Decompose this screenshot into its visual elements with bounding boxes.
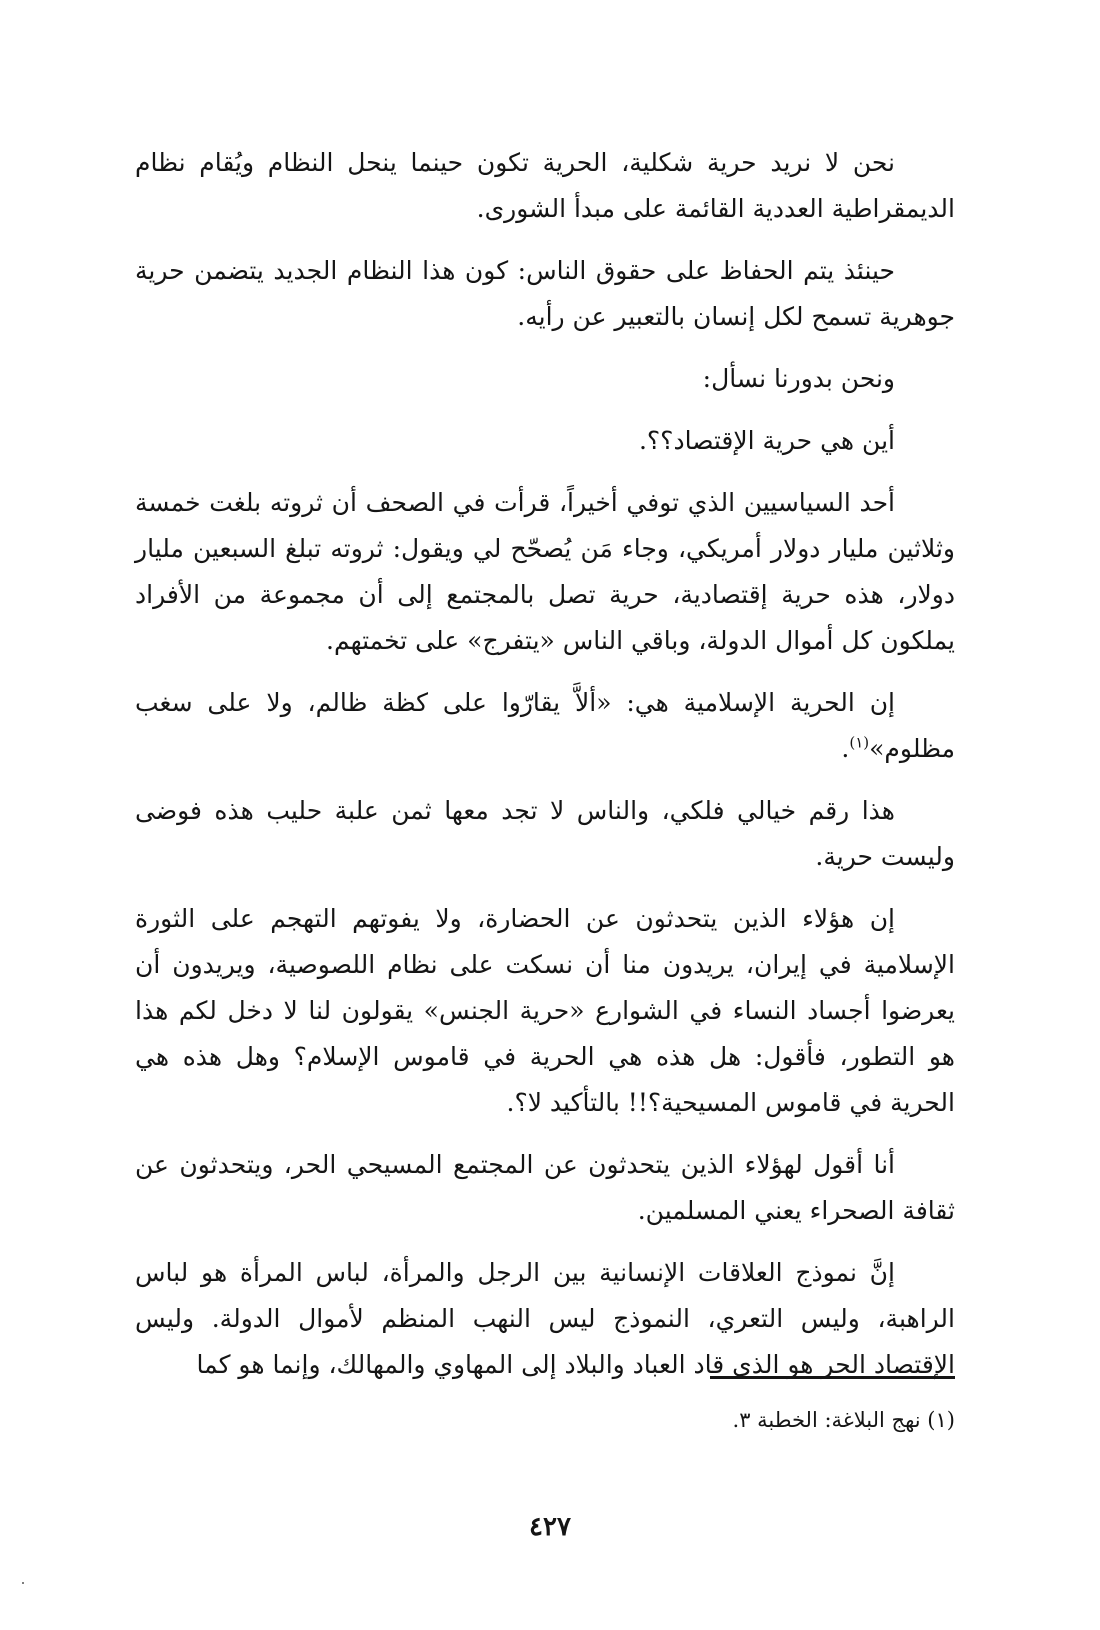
paragraph-6-text: إن الحرية الإسلامية هي: «ألاَّ يقارّوا على كظة ظالم، ولا على سغب مظلوم» bbox=[135, 688, 955, 763]
paragraph-6: إن الحرية الإسلامية هي: «ألاَّ يقارّوا على كظة ظالم، ولا على سغب مظلوم»$^{(١)}$. bbox=[135, 688, 955, 763]
paragraph-5: أحد السياسيين الذي توفي أخيراً، قرأت في الصحف أن ثروته بلغت خمسة وثلاثين مليار دولار أمريكي، وجاء مَن يُصحّح لي ويقول: ثروته تبلغ السبعين مليار دولار، هذه حرية إقتصادية، حرية تصل بالمجتمع إلى أن مجموعة من الأفراد يملكون كل أموال الدولة، وباقي الناس «يتفرج» على تخمتهم. bbox=[135, 488, 955, 655]
paragraph-3: ونحن بدورنا نسأل: bbox=[702, 364, 895, 393]
paragraph-8: إن هؤلاء الذين يتحدثون عن الحضارة، ولا يفوتهم التهجم على الثورة الإسلامية في إيران، يريدون منا أن نسكت على نظام اللصوصية، ويريدون أن يعرضوا أجساد النساء في الشوارع «حرية الجنس» يقولون لنا لا دخل لكم هذا هو التطور، فأقول: هل هذه هي الحرية في قاموس الإسلام؟ وهل هذه هي الحرية في قاموس المسيحية؟!! بالتأكيد لا؟. bbox=[135, 904, 955, 1117]
page-number: ٤٢٧ bbox=[529, 1512, 571, 1542]
footnote: (١) نهج البلاغة: الخطبة ٣. bbox=[732, 1408, 955, 1432]
footnote-reference: (١) bbox=[849, 733, 870, 752]
footnote-divider bbox=[710, 1376, 955, 1379]
paragraph-10: إنَّ نموذج العلاقات الإنسانية بين الرجل والمرأة، لباس المرأة هو لباس الراهبة، وليس التعري، النموذج ليس النهب المنظم لأموال الدولة. وليس الإقتصاد الحر هو الذي قاد العباد والبلاد إلى المهاوي والمهالك، وإنما هو كما bbox=[135, 1258, 955, 1379]
paragraph-7: هذا رقم خيالي فلكي، والناس لا تجد معها ثمن علبة حليب هذه فوضى وليست حرية. bbox=[135, 796, 955, 871]
paragraph-1: نحن لا نريد حرية شكلية، الحرية تكون حينما ينحل النظام ويُقام نظام الديمقراطية العددية القائمة على مبدأ الشورى. bbox=[135, 148, 955, 223]
body-text bbox=[135, 140, 955, 1404]
paragraph-9: أنا أقول لهؤلاء الذين يتحدثون عن المجتمع المسيحي الحر، ويتحدثون عن ثقافة الصحراء يعني المسلمين. bbox=[135, 1150, 955, 1225]
scan-speck bbox=[22, 1582, 24, 1584]
paragraph-2: حينئذ يتم الحفاظ على حقوق الناس: كون هذا النظام الجديد يتضمن حرية جوهرية تسمح لكل إنسان بالتعبير عن رأيه. bbox=[135, 256, 955, 331]
paragraph-4: أين هي حرية الإقتصاد؟؟. bbox=[638, 426, 895, 455]
